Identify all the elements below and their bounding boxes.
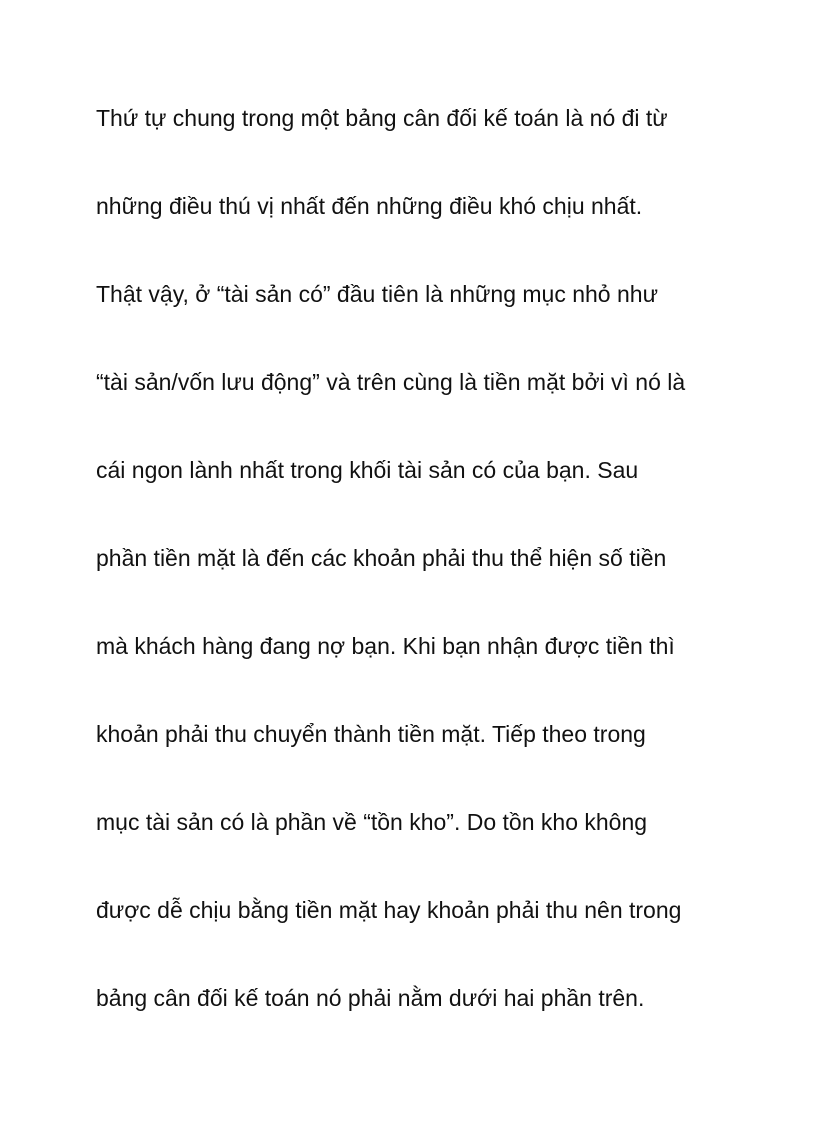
text-line: bảng cân đối kế toán nó phải nằm dưới hai phần trên. [96, 985, 645, 1011]
text-line: phần tiền mặt là đến các khoản phải thu thể hiện số tiền [96, 545, 667, 571]
text-line: khoản phải thu chuyển thành tiền mặt. Tiếp theo trong [96, 721, 646, 747]
text-line: được dễ chịu bằng tiền mặt hay khoản phải thu nên trong [96, 897, 682, 923]
text-line: cái ngon lành nhất trong khối tài sản có của bạn. Sau [96, 457, 639, 483]
body-paragraph [96, 100, 776, 1068]
text-line: Thật vậy, ở “tài sản có” đầu tiên là những mục nhỏ như [96, 281, 658, 307]
text-line: mục tài sản có là phần về “tồn kho”. Do tồn kho không [96, 809, 648, 835]
text-line: mà khách hàng đang nợ bạn. Khi bạn nhận được tiền thì [96, 633, 675, 659]
text-line: Thứ tự chung trong một bảng cân đối kế toán là nó đi từ [96, 105, 668, 131]
text-line: những điều thú vị nhất đến những điều khó chịu nhất. [96, 193, 643, 219]
text-line: “tài sản/vốn lưu động” và trên cùng là tiền mặt bởi vì nó là [96, 369, 686, 395]
